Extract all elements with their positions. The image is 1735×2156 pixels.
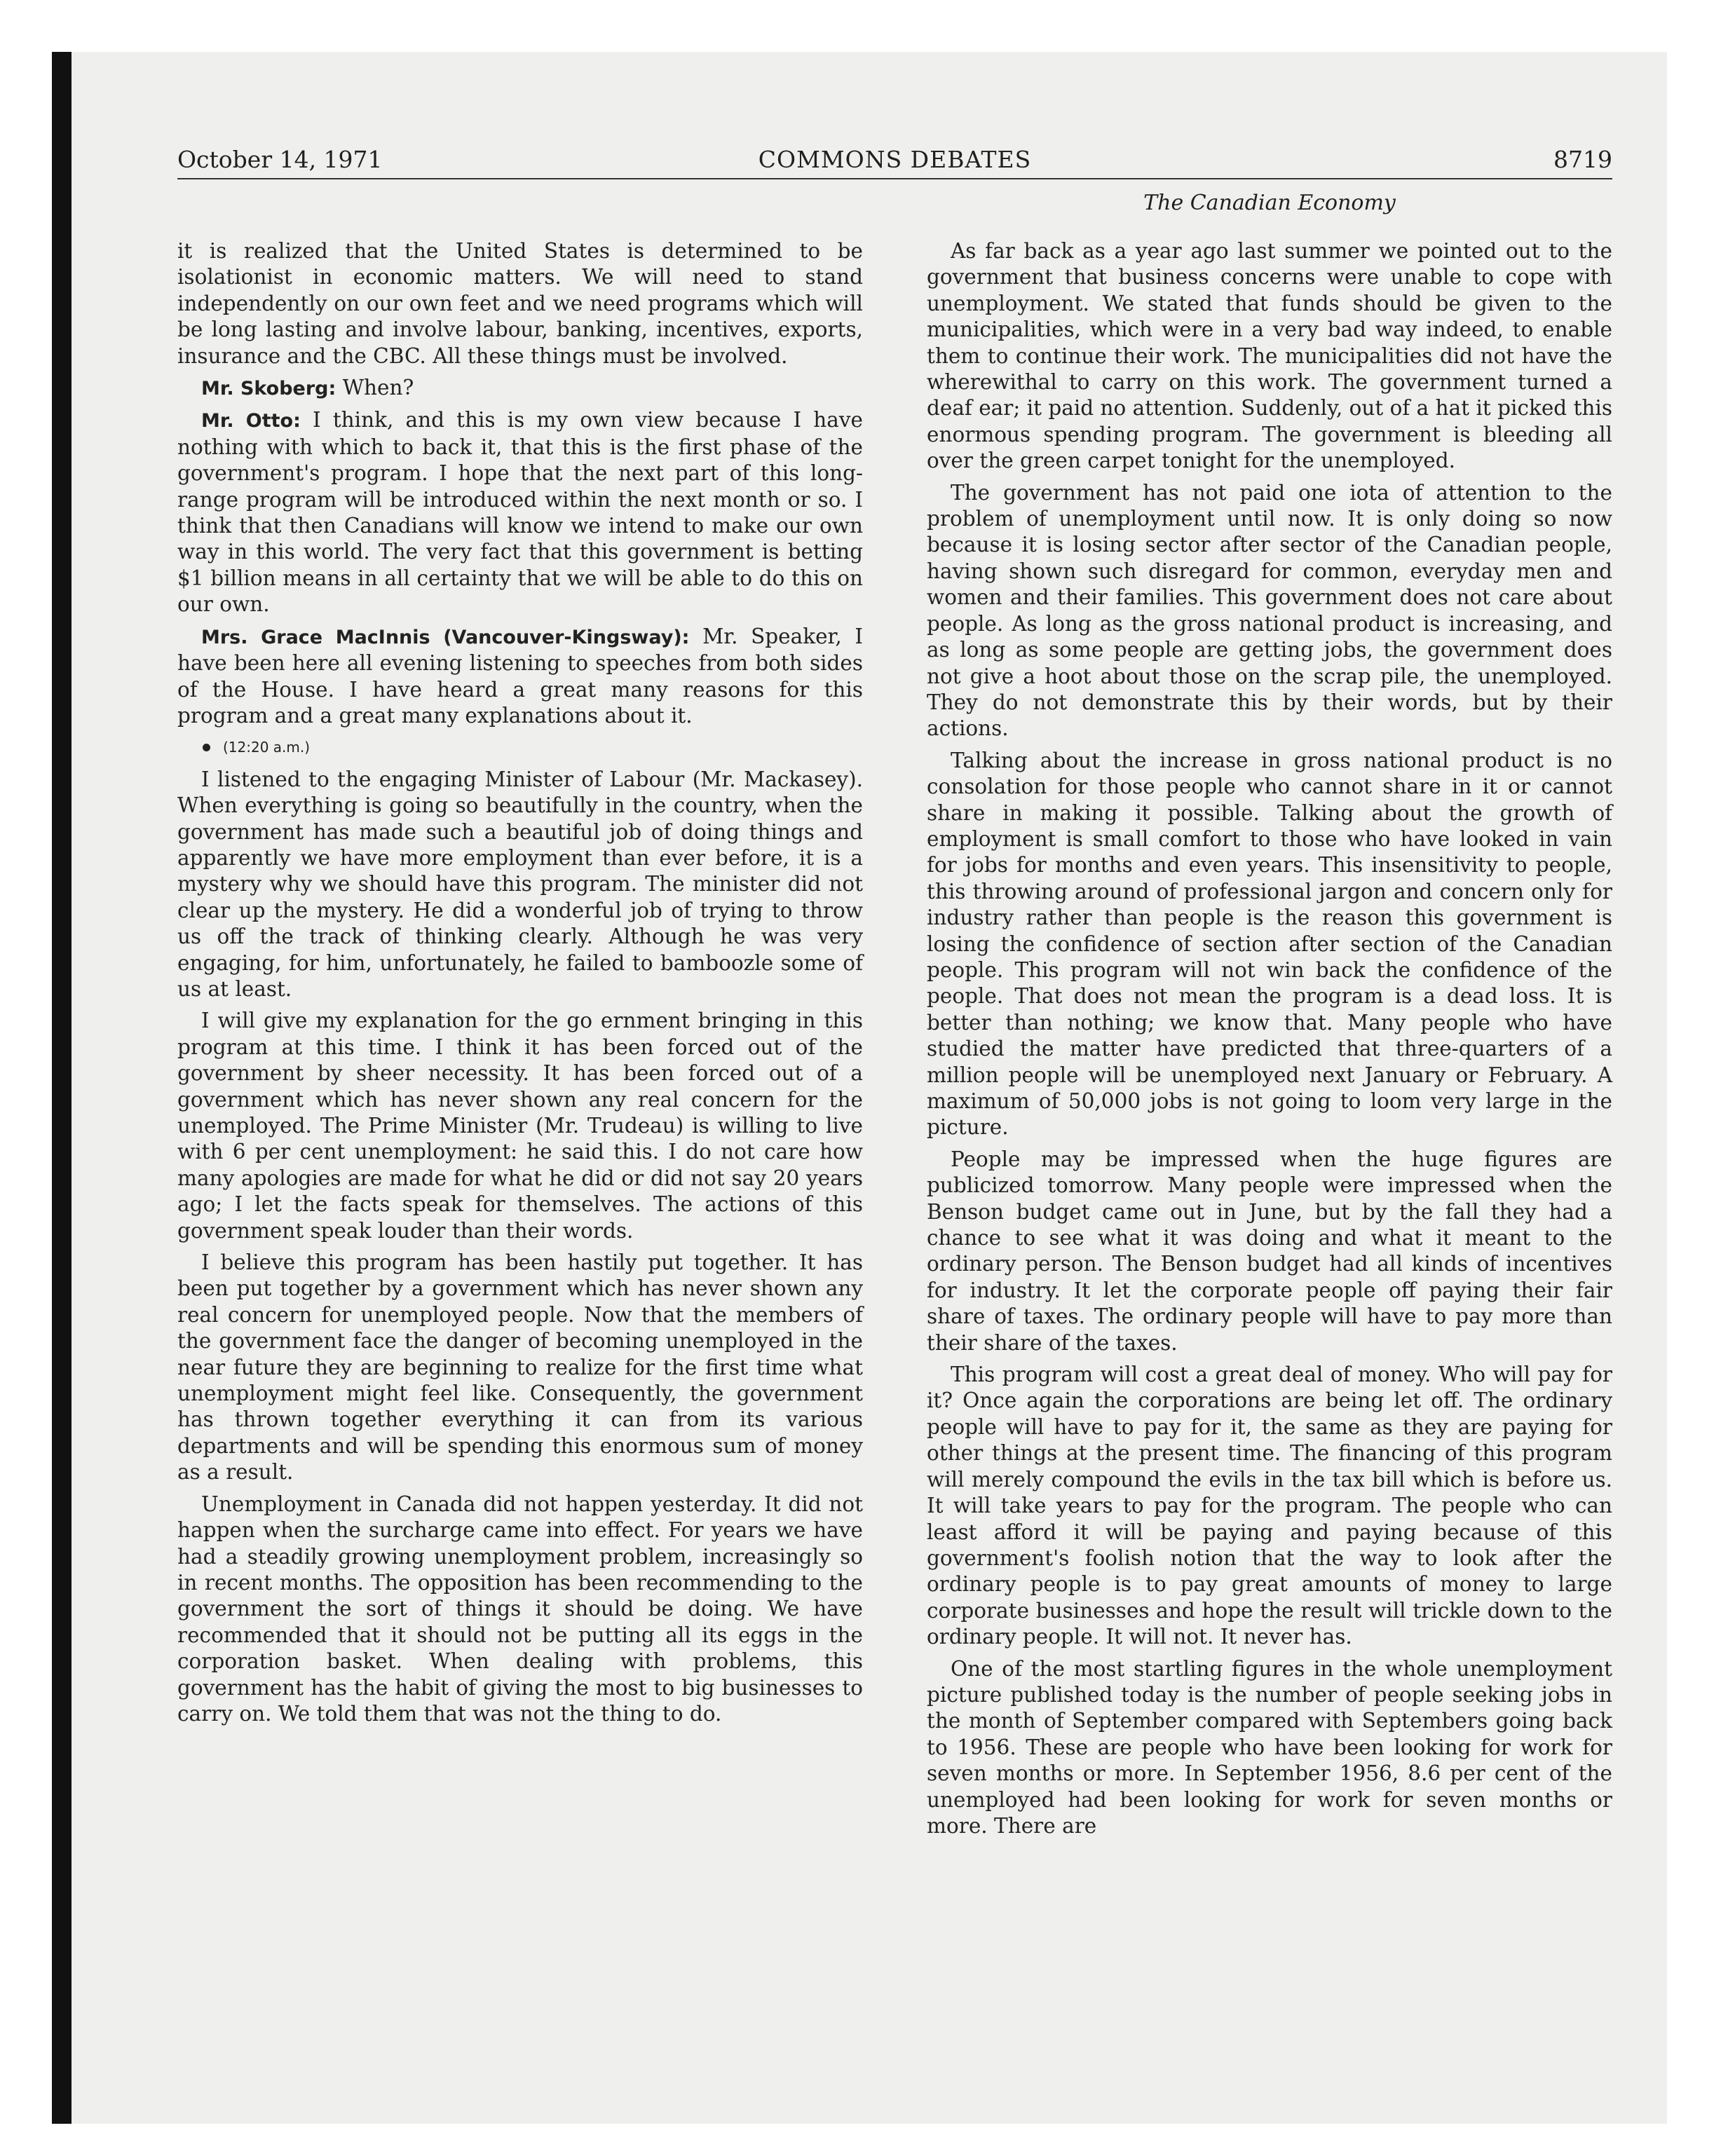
left-column <box>177 238 863 1733</box>
timestamp <box>177 735 863 760</box>
speech-paragraph <box>177 407 863 618</box>
speech-paragraph <box>177 375 863 402</box>
speech-text: When? <box>342 376 414 400</box>
paragraph: As far back as a year ago last summer we pointed out to the government that business concerns were unable to cope with unemployment. We stated that funds should be given to the municipalities, which were in a very bad way indeed, to enable them to continue their work. The municipalities did not have the wherewithal to carry on this work. The government turned a deaf ear; it paid no attention. Suddenly, out of a hat it picked this enormous spending program. The government is bleeding all over the green carpet tonight for the unemployed. <box>927 239 1612 473</box>
paragraph: I listened to the engaging Minister of Labour (Mr. Mackasey). When everything is going so beautifully in the country, when the government has made such a beautiful job of doing things and apparently we have more employment than ever before, it is a mystery why we should have this program. The minister did not clear up the mystery. He did a wonderful job of trying to throw us off the track of thinking clearly. Although he was very engaging, for him, unfortunately, he failed to bamboozle some of us at least. <box>177 767 863 1001</box>
bullet-icon <box>203 744 210 751</box>
timestamp-text: (12:20 a.m.) <box>223 739 311 756</box>
paragraph: I will give my explanation for the go ernment bringing in this program at this time. I think it has been forced out of the government by sheer necessity. It has been forced out of a government which has never shown any real concern for the unemployed. The Prime Minister (Mr. Trudeau) is willing to live with 6 per cent unemployment: he said this. I do not care how many apologies are made for what he did or did not say 20 years ago; I let the facts speak for themselves. The actions of this government speak louder than their words. <box>177 1009 863 1243</box>
right-column <box>927 238 1612 1845</box>
speaker-name: Mr. Otto: <box>201 410 301 432</box>
paragraph: Unemployment in Canada did not happen yesterday. It did not happen when the surcharge came into effect. For years we have had a steadily growing unemployment problem, increasingly so in recent months. The opposition has been recommending to the government the sort of things it should be doing. We have recommended that it should not be putting all its eggs in the corporation basket. When dealing with problems, this government has the habit of giving the most to big businesses to carry on. We told them that was not the thing to do. <box>177 1492 863 1726</box>
paragraph: One of the most startling figures in the whole unemployment picture published today is the number of people seeking jobs in the month of September compared with Septembers going back to 1956. These are people who have been looking for work for seven months or more. In September 1956, 8.6 per cent of the unemployed had been looking for work for seven months or more. There are <box>927 1656 1612 1838</box>
page-header <box>177 146 1612 179</box>
speech-text: I think, and this is my own view because I have nothing with which to back it, that this is the first phase of the government's program. I hope that the next part of this long-range program will be introduced within the next month or so. I think that then Canadians will know we intend to make our own way in this world. The very fact that this government is betting $1 billion means in all certainty that we will be able to do this on our own. <box>177 408 863 617</box>
paragraph: I believe this program has been hastily put together. It has been put together by a government which has never shown any real concern for unemployed people. Now that the members of the government face the danger of becoming unemployed in the near future they are beginning to realize for the first time what unemployment might feel like. Consequently, the government has thrown together everything it can from its various departments and will be spending this enormous sum of money as a result. <box>177 1250 863 1485</box>
speech-paragraph <box>177 624 863 730</box>
section-title: The Canadian Economy <box>1143 191 1396 215</box>
page-number: 8719 <box>1553 146 1612 173</box>
header-date: October 14, 1971 <box>177 146 383 173</box>
paragraph: it is realized that the United States is determined to be isolationist in economic matters. We will need to stand independently on our own feet and we need programs which will be long lasting and involve labour, banking, incentives, exports, insurance and the CBC. All these things must be involved. <box>177 239 863 368</box>
paragraph: People may be impressed when the huge figures are publicized tomorrow. Many people were impressed when the Benson budget came out in June, but by the fall they had a chance to see what it was doing and what it meant to the ordinary person. The Benson budget had all kinds of incentives for industry. It let the corporate people off paying their fair share of taxes. The ordinary people will have to pay more than their share of the taxes. <box>927 1147 1612 1355</box>
paragraph: The government has not paid one iota of attention to the problem of unemployment until now. It is only doing so now because it is losing sector after sector of the Canadian people, having shown such disregard for common, everyday men and women and their families. This government does not care about people. As long as the gross national product is increasing, and as long as some people are getting jobs, the government does not give a hoot about those on the scrap pile, the unemployed. They do not demonstrate this by their words, but by their actions. <box>927 480 1612 741</box>
paragraph: This program will cost a great deal of money. Who will pay for it? Once again the corporations are being let off. The ordinary people will have to pay for it, the same as they are paying for other things at the present time. The financing of this program will merely compound the evils in the tax bill which is before us. It will take years to pay for the program. The people who can least afford it will be paying and paying because of this government's foolish notion that the way to look after the ordinary people is to pay great amounts of money to large corporate businesses and hope the result will trickle down to the ordinary people. It will not. It never has. <box>927 1363 1612 1649</box>
paragraph: Talking about the increase in gross national product is no consolation for those people who cannot share in it or cannot share in making it possible. Talking about the growth of employment is small comfort to those who have looked in vain for jobs for months and even years. This insensitivity to people, this throwing around of professional jargon and concern only for industry rather than people is the reason this government is losing the confidence of section after section of the Canadian people. This program will not win back the confidence of the people. That does not mean the program is a dead loss. It is better than nothing; we know that. Many people who have studied the matter have predicted that three-quarters of a million people will be unemployed next January or February. A maximum of 50,000 jobs is not going to loom very large in the picture. <box>927 748 1612 1140</box>
binding-edge <box>52 52 72 2124</box>
header-title: COMMONS DEBATES <box>758 146 1032 173</box>
speaker-name: Mr. Skoberg: <box>201 378 336 400</box>
speaker-name: Mrs. Grace MacInnis (Vancouver-Kingsway): <box>201 626 690 648</box>
speech-text: Mr. Speaker, I have been here all evening listening to speeches from both sides of the House. I have heard a great many reasons for this program and a great many explanations about it. <box>177 624 863 728</box>
